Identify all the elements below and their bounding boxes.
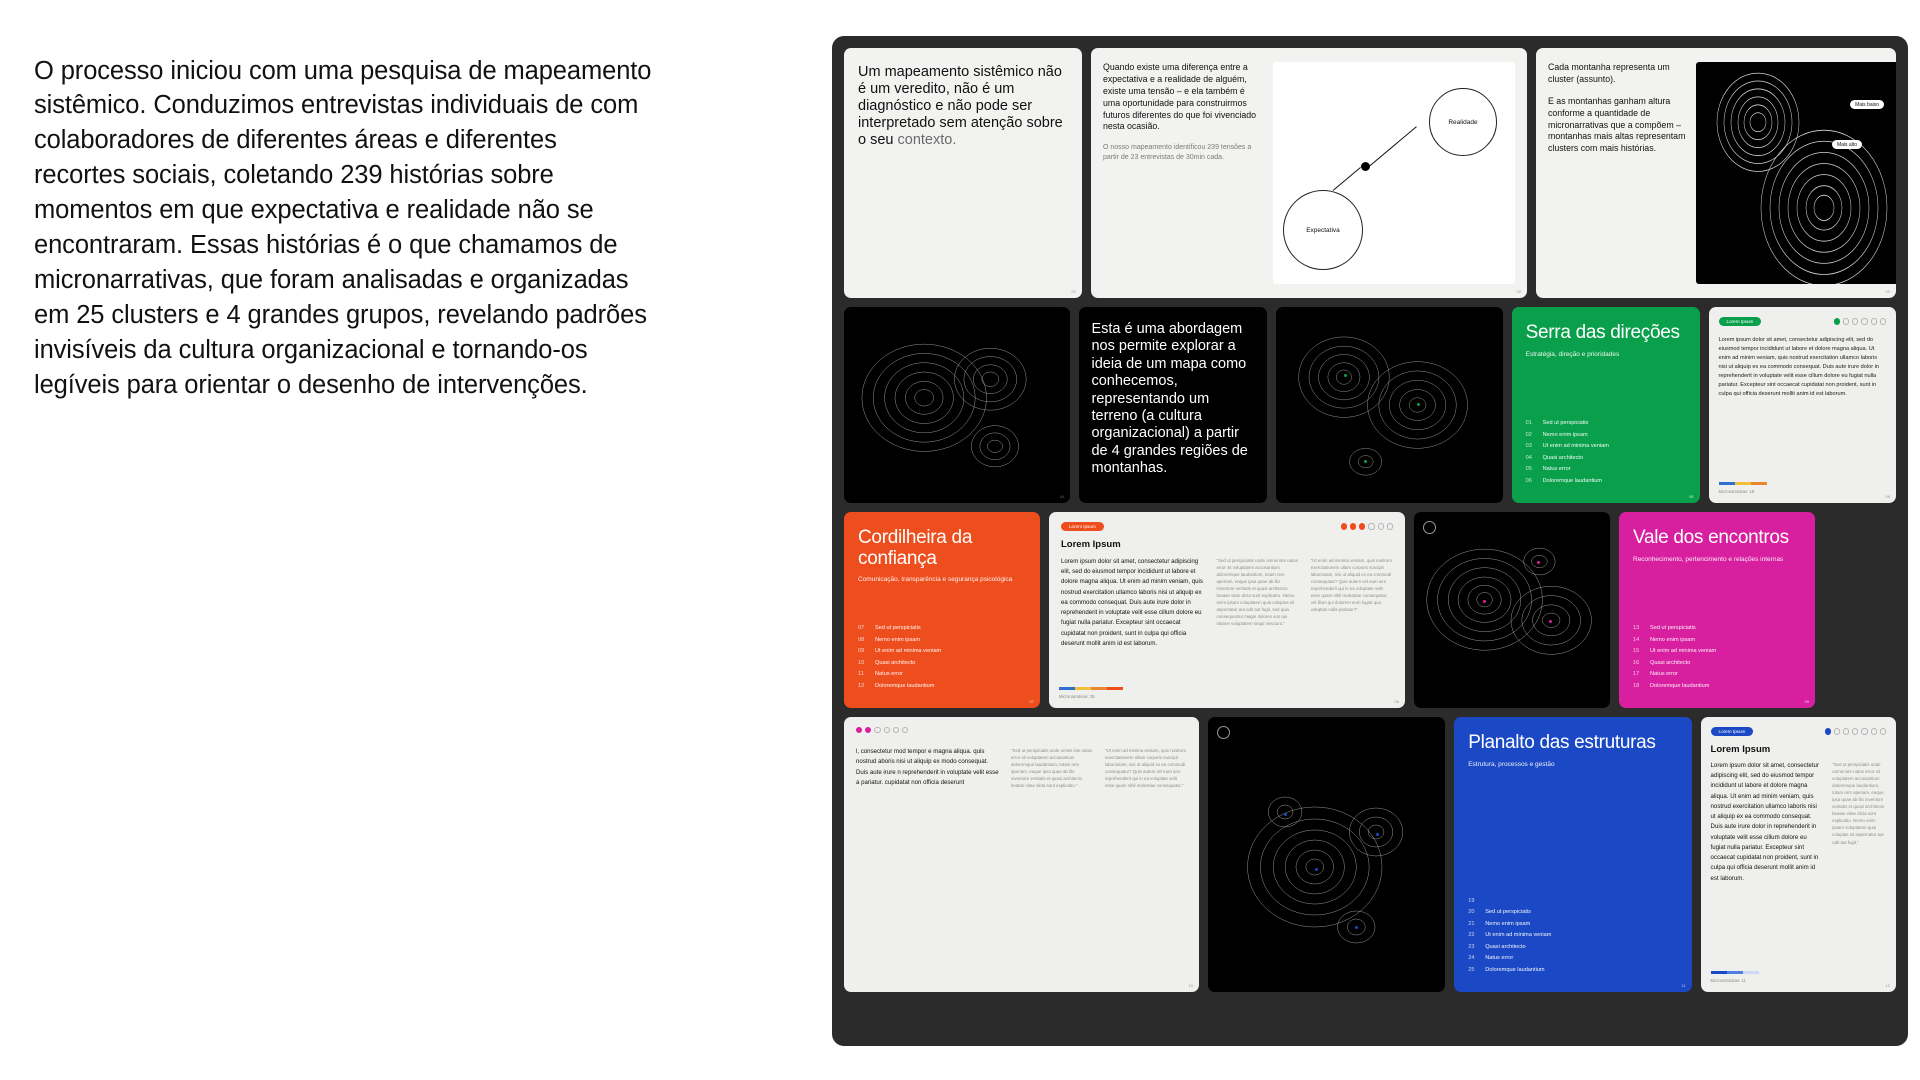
list-item[interactable] xyxy=(1468,967,1679,973)
progress-dots[interactable] xyxy=(856,727,908,733)
dot-3[interactable] xyxy=(1852,318,1858,324)
dot-3[interactable] xyxy=(1359,523,1365,529)
micronarratives-count: Micronarrativas: 18 xyxy=(1718,489,1755,494)
swatch-blue xyxy=(1711,971,1727,974)
list-item[interactable] xyxy=(1633,637,1803,643)
item-number: 07 xyxy=(858,625,865,631)
item-number: 20 xyxy=(1468,909,1475,915)
difference-paragraph: Quando existe uma diferença entre a expectativa e a realidade de alguém, existe uma tensão – e ela também é uma oportunidade para construirmos futuros diferentes do que foi vivenciado nesta ocasião. xyxy=(1103,62,1257,132)
card-difference[interactable] xyxy=(1091,48,1527,298)
status-badge: Lorem Ipsum xyxy=(1711,727,1754,736)
swatch-yellow xyxy=(1075,687,1091,690)
item-number: 13 xyxy=(1633,625,1640,631)
magenta-doc-chipbar xyxy=(856,727,1187,733)
peak-marker xyxy=(1483,600,1486,603)
contour-lines-icon xyxy=(1208,717,1445,992)
magenta-subtitle: Reconhecimento, pertencimento e relações internas xyxy=(1633,555,1784,563)
board-row-1 xyxy=(844,48,1896,298)
board-row-3 xyxy=(844,512,1896,708)
item-number: 11 xyxy=(858,671,864,677)
item-label: Natus error xyxy=(1485,955,1514,961)
item-label: Doloremque laudantium xyxy=(875,682,935,689)
card-magenta-title[interactable] xyxy=(1619,512,1815,708)
item-label: Doloremque laudantium xyxy=(1485,966,1545,973)
item-number: 15 xyxy=(1633,648,1640,654)
dot-2[interactable] xyxy=(865,727,871,733)
item-label: Sed ut perspiciatis xyxy=(1485,909,1531,915)
list-item[interactable] xyxy=(1633,648,1803,654)
orange-cluster-list xyxy=(858,625,1028,694)
contour-lines-icon xyxy=(1696,62,1896,284)
swatch-orange xyxy=(1751,482,1767,485)
item-label: Quasi architecto xyxy=(875,659,916,666)
color-swatches xyxy=(1059,687,1123,690)
list-item[interactable] xyxy=(1526,420,1688,426)
node-expectativa xyxy=(1283,190,1363,270)
list-item[interactable] xyxy=(858,648,1028,654)
magenta-doc-quote-1: "Sed ut perspiciatis unde omnis iste natus error sit voluptatem accusantium doloremque laudantium, totam rem aperiam, eaque ipsa quae ab illo inventore veritatis et quasi architecto beatae vitae dicta sunt explicabo." xyxy=(1010,748,1093,789)
list-item[interactable] xyxy=(1468,921,1679,927)
page-number: 08 xyxy=(1394,699,1399,704)
list-item[interactable] xyxy=(1633,625,1803,631)
item-label: Quasi architecto xyxy=(1650,659,1691,666)
micronarratives-count: Micronarrativas: 11 xyxy=(1710,978,1746,983)
manifesto-text xyxy=(858,64,1068,150)
page-number: 04 xyxy=(1060,494,1065,499)
status-badge: Lorem Ipsum xyxy=(1719,317,1762,326)
page-number: 06 xyxy=(1885,494,1890,499)
item-label: Ut enim ad minima veniam xyxy=(1542,443,1609,449)
item-number: 05 xyxy=(1525,466,1532,472)
mountains-text-col xyxy=(1548,62,1688,284)
page-number: 07 xyxy=(1029,699,1034,704)
difference-subnote: O nosso mapeamento identificou 239 tensões a partir de 23 entrevistas de 30min cada. xyxy=(1103,144,1252,162)
orange-doc-quote-2: "Ut enim ad minima veniam, quis nostrum exercitationem ullam corporis suscipit laboriosam, nisi ut aliquid ex ea commodi consequatur? Quis autem vel eum iure reprehenderit qui in ea voluptate velit esse quam nihil molestiae consequatur, vel illum qui dolorem eum fugiat quo voluptas nulla pariatur?" xyxy=(1310,558,1392,613)
magenta-doc-columns xyxy=(856,747,1187,789)
item-label: Ut enim ad minima veniam xyxy=(1485,932,1552,938)
green-subtitle: Estratégia, direção e prioridades xyxy=(1525,350,1620,358)
color-swatches xyxy=(1719,482,1767,485)
status-badge: Lorem Ipsum xyxy=(1061,522,1104,531)
intro-pane xyxy=(0,0,820,1080)
card-terrain-map[interactable] xyxy=(844,307,1070,503)
swatch-orange xyxy=(1091,687,1107,690)
list-item[interactable] xyxy=(1633,683,1803,689)
item-number: 12 xyxy=(858,682,865,689)
contour-lines-icon xyxy=(1276,307,1502,503)
dot-2[interactable] xyxy=(1843,318,1849,324)
mountains-paragraph-1: Cada montanha representa um cluster (assunto). xyxy=(1548,62,1670,84)
card-green-title[interactable] xyxy=(1512,307,1700,503)
magenta-doc-body: l, consectetur mod tempor e magna aliqua. quis nostrud aboris nisi ut aliquip ex modo consequat. Duis aute irure n reprehenderit in voluptate velit esse a pariatur. cupidatat non officia deserunt xyxy=(856,748,999,786)
dot-1[interactable] xyxy=(1825,728,1831,734)
dot-5[interactable] xyxy=(1871,318,1877,324)
card-green-map[interactable] xyxy=(1276,307,1502,503)
item-label: Natus error xyxy=(1650,671,1678,677)
item-number: 09 xyxy=(858,648,865,654)
expectation-reality-diagram xyxy=(1273,62,1515,284)
connector-up xyxy=(1369,126,1417,167)
dot-5[interactable] xyxy=(1861,728,1867,734)
item-number: 23 xyxy=(1468,943,1475,950)
orange-doc-chipbar xyxy=(1061,522,1393,531)
item-label: Quasi architecto xyxy=(1485,943,1526,950)
difference-text-col xyxy=(1103,62,1263,284)
list-item[interactable] xyxy=(1468,955,1679,961)
tag-higher: Mais alto xyxy=(1832,140,1862,149)
swatch-pale-blue xyxy=(1743,971,1759,974)
card-magenta-map[interactable] xyxy=(1414,512,1610,708)
dot-4[interactable] xyxy=(1368,523,1374,529)
intro-paragraph: O processo iniciou com uma pesquisa de mapeamento sistêmico. Conduzimos entrevistas individuais de com colaboradores de diferentes áreas e diferentes recortes sociais, coletando 239 histórias sobre momentos em que expectativa e realidade não se encontraram. Essas histórias é o que chamamos de micronarrativas, que foram analisadas e organizadas em 25 clusters e 4 grandes grupos, revelando padrões invisíveis da cultura organizacional e tornando-os legíveis para orientar o desenho de intervenções. xyxy=(34,56,652,399)
dot-4[interactable] xyxy=(1861,318,1867,324)
swatch-red xyxy=(1107,687,1123,690)
node-expectativa-label: Expectativa xyxy=(1306,226,1340,234)
orange-doc-body: Lorem ipsum dolor sit amet, consectetur adipiscing elit, sed do eiusmod tempor incididunt ut labore et dolore magna aliqua. Ut enim ad minim veniam, quis nostrud exercitation ullamco laboris nisi ut aliquip ex ea commodo consequat. Duis aute irure dolor in reprehenderit in voluptate velit esse cillum dolore eu fugiat nulla pariatur. Excepteur sint occaecat cupidatat non proident, sunt in culpa qui officia deserunt mollit anim id est laborum. xyxy=(1061,558,1203,647)
dot-6[interactable] xyxy=(1880,318,1886,324)
magenta-doc-quote-2: "Ut enim ad minima veniam, quis nostrum exercitationem ullam corporis suscipit laboriosam, nisi ut aliquid ex ea commodi consequatur? Quis autem vel eum iure reprehenderit qui in ea voluptate velit esse quam nihil molestiae consequatur." xyxy=(1104,748,1187,789)
blue-doc-heading: Lorem Ipsum xyxy=(1710,744,1771,755)
dot-1[interactable] xyxy=(856,727,862,733)
magenta-cluster-list xyxy=(1633,625,1803,694)
item-number: 22 xyxy=(1468,932,1475,938)
item-label: Sed ut perspiciatis xyxy=(875,625,921,631)
dot-5[interactable] xyxy=(893,727,899,733)
dot-2[interactable] xyxy=(1834,728,1840,734)
item-number: 01 xyxy=(1525,420,1532,426)
dot-3[interactable] xyxy=(874,727,880,733)
blue-doc-chipbar xyxy=(1711,727,1886,736)
approach-text: Esta é uma abordagem nos permite explorar a ideia de um mapa como conhecemos, representando um terreno (a cultura organizacional) a partir de 4 grandes regiões de montanhas. xyxy=(1091,321,1248,477)
item-number: 04 xyxy=(1525,454,1532,461)
board-row-2 xyxy=(844,307,1896,503)
item-label: Nemo enim ipsam xyxy=(875,636,921,643)
page-number: 02 xyxy=(1516,289,1521,294)
page-number: 12 xyxy=(1885,983,1890,988)
blue-doc-body: Lorem ipsum dolor sit amet, consectetur adipiscing elit, sed do eiusmod tempor incididunt ut labore et dolore magna aliqua. Ut enim ad minim veniam, quis nostrud exercitation ullamco laboris nisi ut aliquip ex ea commodo consequat. Duis aute irure dolor in reprehenderit in voluptate velit esse cillum dolore eu fugiat nulla pariatur. Excepteur sint occaecat cupidatat non proident, sunt in culpa qui officia deserunt mollit anim id est laborum. xyxy=(1710,762,1819,882)
list-item[interactable] xyxy=(1468,909,1679,915)
blue-title: Planalto das estruturas xyxy=(1468,732,1656,753)
progress-dots[interactable] xyxy=(1341,523,1393,529)
list-item[interactable] xyxy=(858,660,1028,666)
list-item[interactable] xyxy=(858,683,1028,689)
item-label: Nemo enim ipsam xyxy=(1650,636,1696,643)
page-number: 05 xyxy=(1689,494,1694,499)
list-item[interactable] xyxy=(858,637,1028,643)
manifesto-text-main: Um mapeamento sistêmico não é um veredito, não é um diagnóstico e não pode ser interpretado sem atenção sobre o seu xyxy=(858,64,1063,149)
item-number: 17 xyxy=(1633,671,1640,677)
blue-doc-quote: "Sed ut perspiciatis unde omnis iste natus error sit voluptatem accusantium doloremque laudantium, totam rem aperiam, eaque ipsa quae ab illo inventore veritatis et quasi architecto beatae vitae dicta sunt explicabo. Nemo enim ipsam voluptatem quia voluptas sit aspernatur aut odit aut fugit." xyxy=(1832,762,1885,845)
item-label: Ut enim ad minima veniam xyxy=(875,648,942,654)
node-realidade-label: Realidade xyxy=(1448,118,1478,126)
blue-cluster-list xyxy=(1468,898,1679,979)
list-item[interactable] xyxy=(1468,944,1679,950)
item-number: 19 xyxy=(1468,897,1475,904)
list-item[interactable] xyxy=(1633,671,1803,677)
item-number: 25 xyxy=(1468,966,1475,973)
item-number: 14 xyxy=(1633,636,1640,643)
swatch-light-blue xyxy=(1727,971,1743,974)
list-item[interactable] xyxy=(858,671,1028,677)
list-item[interactable] xyxy=(1526,443,1688,449)
tag-lower: Mais baixo xyxy=(1850,100,1884,109)
dot-4[interactable] xyxy=(884,727,890,733)
blue-subtitle: Estrutura, processos e gestão xyxy=(1468,760,1555,768)
item-number: 10 xyxy=(858,659,865,666)
orange-doc-heading: Lorem Ipsum xyxy=(1061,539,1121,550)
list-item[interactable] xyxy=(1633,660,1803,666)
connector-down xyxy=(1333,167,1361,191)
item-number: 21 xyxy=(1468,920,1475,927)
card-mountains[interactable] xyxy=(1536,48,1896,298)
list-item[interactable] xyxy=(1468,932,1679,938)
progress-dots[interactable] xyxy=(1825,728,1886,734)
item-label: Natus error xyxy=(1542,466,1571,472)
green-doc-chipbar xyxy=(1719,317,1886,326)
page-number: 11 xyxy=(1681,983,1686,988)
dot-4[interactable] xyxy=(1852,728,1858,734)
item-label: Natus error xyxy=(875,671,903,677)
swatch-yellow xyxy=(1735,482,1751,485)
card-blue-title[interactable] xyxy=(1454,717,1691,992)
card-blue-map[interactable] xyxy=(1208,717,1445,992)
list-item[interactable] xyxy=(1526,478,1688,484)
card-green-doc[interactable] xyxy=(1709,307,1896,503)
item-label: Doloremque laudantium xyxy=(1650,682,1710,689)
card-blue-doc[interactable] xyxy=(1701,717,1896,992)
swatch-blue xyxy=(1719,482,1735,485)
item-label: Sed ut perspiciatis xyxy=(1650,625,1696,631)
peak-marker xyxy=(1417,403,1420,406)
page-number: 01 xyxy=(1071,289,1076,294)
dot-6[interactable] xyxy=(1387,523,1393,529)
swatch-blue xyxy=(1059,687,1075,690)
dot-1[interactable] xyxy=(1341,523,1347,529)
item-label: Sed ut perspiciatis xyxy=(1542,420,1589,426)
node-realidade xyxy=(1429,88,1497,156)
item-number: 08 xyxy=(858,636,865,643)
blue-doc-columns xyxy=(1711,761,1886,884)
manifesto-text-muted: contexto. xyxy=(897,132,957,149)
peak-marker xyxy=(1315,868,1318,871)
list-item[interactable] xyxy=(1526,466,1688,472)
dot-6[interactable] xyxy=(1871,728,1877,734)
peak-marker xyxy=(1344,374,1347,377)
mountains-paragraph-2: E as montanhas ganham altura conforme a quantidade de micronarrativas que a compõem – montanhas mais altas representam clusters com mais histórias. xyxy=(1548,95,1686,154)
green-doc-body: Lorem ipsum dolor sit amet, consectetur adipiscing elit, sed do eiusmod tempor incididunt ut labore et dolore magna aliqua. Ut enim ad minim veniam, quis nostrud exercitation ullamco laboris nisi ut aliquip ex ea commodo consequat. Duis aute irure dolor in reprehenderit in voluptate velit esse cillum dolore eu fugiat nulla pariatur. Excepteur sint occaecat cupidatat non proident, sunt in culpa qui officia deserunt mollit anim id est laborum. xyxy=(1718,337,1879,398)
list-item[interactable] xyxy=(1526,455,1688,461)
green-title: Serra das direções xyxy=(1525,322,1680,343)
dot-1[interactable] xyxy=(1834,318,1840,324)
topography-map-bw xyxy=(1696,62,1896,284)
card-orange-title[interactable] xyxy=(844,512,1040,708)
orange-title: Cordilheira da confiança xyxy=(858,527,973,569)
micronarratives-count: Micronarrativas: 35 xyxy=(1059,694,1095,699)
orange-doc-columns xyxy=(1061,557,1393,649)
card-approach[interactable] xyxy=(1079,307,1267,503)
item-label: Quasi architecto xyxy=(1542,454,1584,461)
item-label: Doloremque laudantium xyxy=(1542,477,1603,484)
item-label: Nemo enim ipsam xyxy=(1485,920,1531,927)
page-number: 09 xyxy=(1804,699,1809,704)
dot-2[interactable] xyxy=(1350,523,1356,529)
color-swatches xyxy=(1711,971,1759,974)
item-number: 02 xyxy=(1525,431,1532,438)
magenta-title: Vale dos encontros xyxy=(1633,527,1789,548)
item-number: 03 xyxy=(1525,443,1532,449)
item-label: Nemo enim ipsam xyxy=(1542,431,1588,438)
card-manifesto[interactable] xyxy=(844,48,1082,298)
item-number: 24 xyxy=(1468,955,1475,961)
item-label: Ut enim ad minima veniam xyxy=(1650,648,1717,654)
list-item[interactable] xyxy=(1468,898,1679,904)
card-magenta-doc[interactable] xyxy=(844,717,1199,992)
list-item[interactable] xyxy=(858,625,1028,631)
dot-3[interactable] xyxy=(1843,728,1849,734)
slide-board[interactable] xyxy=(832,36,1908,1046)
card-orange-doc[interactable] xyxy=(1049,512,1405,708)
item-number: 16 xyxy=(1633,659,1640,666)
page-number: 10 xyxy=(1188,983,1193,988)
page-number: 03 xyxy=(1885,289,1890,294)
green-cluster-list xyxy=(1526,420,1688,489)
dot-6[interactable] xyxy=(902,727,908,733)
contour-lines-icon xyxy=(844,307,1070,503)
orange-doc-quote-1: "Sed ut perspiciatis unde omnis iste natus error sit voluptatem accusantium doloremque laudantium, totam rem aperiam, eaque ipsa quae ab illo inventore veritatis et quasi architecto beatae vitae dicta sunt explicabo. Nemo enim ipsam voluptatem quia voluptas sit aspernatur aut odit aut fugit, sed quia consequuntur magni dolores eos qui ratione voluptatem sequi nesciunt." xyxy=(1216,558,1298,627)
contour-lines-icon xyxy=(1414,512,1610,708)
item-number: 06 xyxy=(1525,477,1532,484)
board-row-4 xyxy=(844,717,1896,992)
orange-subtitle: Comunicação, transparência e segurança psicológica xyxy=(858,576,1013,584)
progress-dots[interactable] xyxy=(1834,318,1886,324)
item-number: 18 xyxy=(1633,682,1640,689)
dot-7[interactable] xyxy=(1880,728,1886,734)
dot-5[interactable] xyxy=(1378,523,1384,529)
list-item[interactable] xyxy=(1526,432,1688,438)
